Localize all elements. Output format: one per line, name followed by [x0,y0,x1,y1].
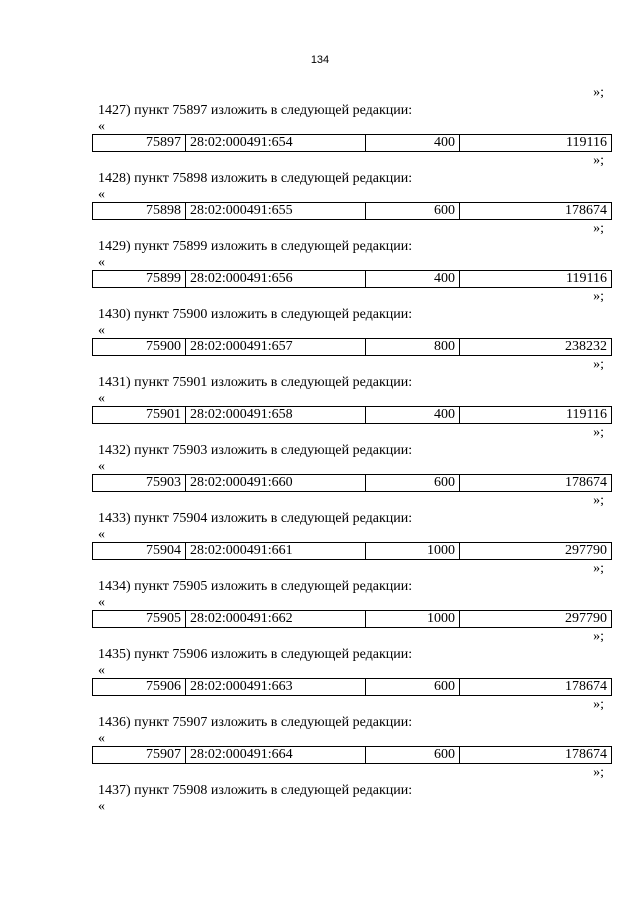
cadastral-number-cell: 28:02:000491:657 [186,339,366,356]
page-number: 134 [310,54,330,66]
item-number-cell: 75899 [93,271,186,288]
opening-quote: « [98,391,105,406]
cost-cell: 297790 [460,611,612,628]
cost-cell: 178674 [460,475,612,492]
opening-quote: « [98,255,105,270]
paragraph-heading: 1430) пункт 75900 изложить в следующей редакции: [98,307,413,322]
paragraph-heading: 1434) пункт 75905 изложить в следующей редакции: [98,579,413,594]
cadastral-number-cell: 28:02:000491:655 [186,203,366,220]
closing-quote: »; [593,221,604,236]
cadastral-number-cell: 28:02:000491:661 [186,543,366,560]
cadastral-number-cell: 28:02:000491:656 [186,271,366,288]
opening-quote: « [98,323,105,338]
table-row [93,611,612,628]
entry-table [92,202,612,220]
entry-table [92,746,612,764]
paragraph-heading: 1428) пункт 75898 изложить в следующей редакции: [98,171,413,186]
paragraph-heading: 1436) пункт 75907 изложить в следующей редакции: [98,715,413,730]
area-cell: 600 [366,747,460,764]
item-number-cell: 75898 [93,203,186,220]
closing-quote: »; [593,561,604,576]
opening-quote: « [98,663,105,678]
paragraph-heading: 1432) пункт 75903 изложить в следующей редакции: [98,443,413,458]
area-cell: 1000 [366,611,460,628]
entry-table [92,134,612,152]
paragraph-heading: 1427) пункт 75897 изложить в следующей редакции: [98,103,413,118]
item-number-cell: 75901 [93,407,186,424]
cost-cell: 297790 [460,543,612,560]
table-row [93,475,612,492]
table-row [93,135,612,152]
paragraph-heading: 1433) пункт 75904 изложить в следующей редакции: [98,511,413,526]
item-number-cell: 75905 [93,611,186,628]
cadastral-number-cell: 28:02:000491:660 [186,475,366,492]
cadastral-number-cell: 28:02:000491:658 [186,407,366,424]
cost-cell: 119116 [460,135,612,152]
opening-quote: « [98,595,105,610]
closing-quote: »; [593,765,604,780]
area-cell: 400 [366,271,460,288]
area-cell: 600 [366,679,460,696]
document-body [0,84,640,814]
cost-cell: 238232 [460,339,612,356]
closing-quote: »; [593,153,604,168]
entry-table [92,542,612,560]
opening-quote: « [98,799,105,814]
entry-table [92,338,612,356]
opening-quote: « [98,187,105,202]
cadastral-number-cell: 28:02:000491:654 [186,135,366,152]
table-row [93,747,612,764]
cadastral-number-cell: 28:02:000491:663 [186,679,366,696]
entry-table [92,474,612,492]
paragraph-heading: 1429) пункт 75899 изложить в следующей редакции: [98,239,413,254]
table-row [93,543,612,560]
area-cell: 600 [366,203,460,220]
table-row [93,203,612,220]
paragraph-heading: 1431) пункт 75901 изложить в следующей редакции: [98,375,413,390]
table-row [93,679,612,696]
opening-quote: « [98,527,105,542]
cost-cell: 119116 [460,407,612,424]
opening-quote: « [98,119,105,134]
closing-quote: »; [593,357,604,372]
cadastral-number-cell: 28:02:000491:664 [186,747,366,764]
area-cell: 1000 [366,543,460,560]
opening-quote: « [98,459,105,474]
item-number-cell: 75904 [93,543,186,560]
opening-quote: « [98,731,105,746]
closing-quote: »; [593,493,604,508]
entry-table [92,270,612,288]
paragraph-heading: 1437) пункт 75908 изложить в следующей редакции: [98,783,413,798]
item-number-cell: 75903 [93,475,186,492]
entry-table [92,406,612,424]
area-cell: 400 [366,135,460,152]
table-row [93,407,612,424]
cadastral-number-cell: 28:02:000491:662 [186,611,366,628]
area-cell: 800 [366,339,460,356]
closing-quote: »; [593,85,604,100]
closing-quote: »; [593,289,604,304]
area-cell: 400 [366,407,460,424]
table-row [93,339,612,356]
closing-quote: »; [593,425,604,440]
entry-table [92,678,612,696]
entry-table [92,610,612,628]
area-cell: 600 [366,475,460,492]
item-number-cell: 75900 [93,339,186,356]
cost-cell: 178674 [460,203,612,220]
closing-quote: »; [593,697,604,712]
item-number-cell: 75906 [93,679,186,696]
item-number-cell: 75907 [93,747,186,764]
cost-cell: 178674 [460,679,612,696]
closing-quote: »; [593,629,604,644]
paragraph-heading: 1435) пункт 75906 изложить в следующей редакции: [98,647,413,662]
cost-cell: 178674 [460,747,612,764]
table-row [93,271,612,288]
item-number-cell: 75897 [93,135,186,152]
cost-cell: 119116 [460,271,612,288]
